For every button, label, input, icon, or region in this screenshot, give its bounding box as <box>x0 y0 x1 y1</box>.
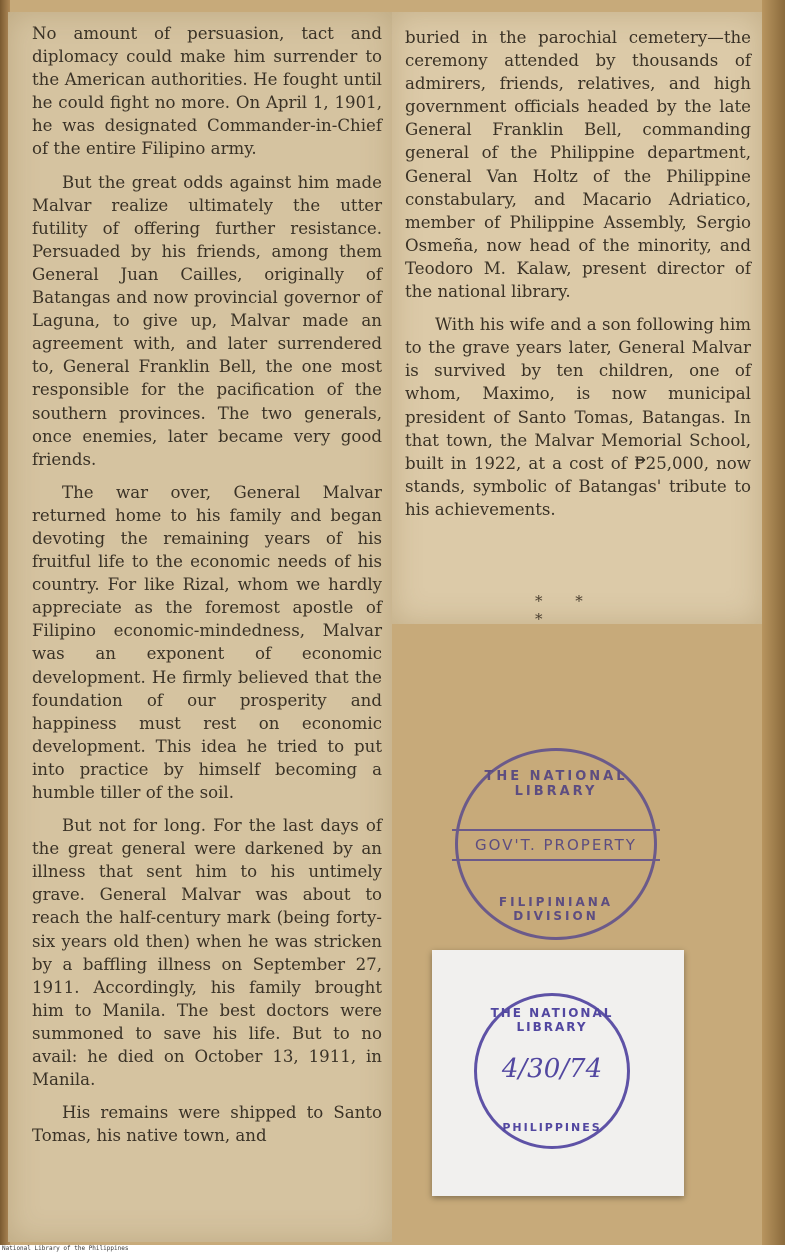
paragraph: The war over, General Malvar returned home to his family and began devoting the remaining years of his fruitful life to the economic needs of his country. For like Rizal, whom we hardly appreciate as the foremost apostle of Filipino economic-mindedness, Malvar was an exponent of economic development. He firmly believed that the foundation of our prosperity and happiness must rest on economic development. This idea he tried to put into practice by himself becoming a humble tiller of the soil. <box>32 482 382 802</box>
paragraph: buried in the parochial cemetery—the ceremony attended by thousands of admirers, friends, relatives, and high government officials headed by the late General Franklin Bell, commanding general of the Philippine department, General Van Holtz of the Philippine constabulary, and Macario Adriatico, member of Philippine Assembly, Sergio Osmeña, now head of the minority, and Teodoro M. Kalaw, present director of the national library. <box>405 28 751 302</box>
footer-credit: National Library of the Philippines <box>0 1245 785 1253</box>
date-stamp <box>474 993 630 1149</box>
stamp-date: 4/30/74 <box>501 1054 603 1084</box>
paragraph: His remains were shipped to Santo Tomas, his native town, and <box>32 1103 382 1146</box>
paragraph: No amount of persuasion, tact and diplomacy could make him surrender to the American authorities. He fought until he could fight no more. On April 1, 1901, he was designated Commander-in-Chief of the entire Filipino army. <box>32 24 382 159</box>
section-separator: * * * <box>535 592 597 628</box>
page-edge <box>762 0 785 1245</box>
right-column <box>405 26 751 531</box>
paragraph: But not for long. For the last days of the great general were darkened by an illness that sent him to his untimely grave. General Malvar was about to reach the half-century mark (being forty-six years old then) when he was stricken by a baffling illness on September 27, 1911. Accordingly, his family brought him to Manila. The best doctors were summoned to save his life. But to no avail: he died on October 13, 1911, in Manila. <box>32 816 382 1090</box>
stamp-top-text: THE NATIONAL LIBRARY <box>484 769 628 799</box>
stamp-bottom-text: FILIPINIANA DIVISION <box>498 895 614 923</box>
left-column <box>32 22 382 1157</box>
property-stamp <box>455 748 657 940</box>
stamp-band-text: GOV'T. PROPERTY <box>452 829 660 861</box>
stamp-top-text: THE NATIONAL LIBRARY <box>490 1006 614 1034</box>
paragraph: With his wife and a son following him to the grave years later, General Malvar is survived by ten children, one of whom, Maximo, is now municipal president of Santo Tomas, Batangas. In that town, the Malvar Memorial School, built in 1922, at a cost of ₱25,000, now stands, symbolic of Batangas' tribute to his achievements. <box>405 315 751 519</box>
paragraph: But the great odds against him made Malvar realize ultimately the utter futility of offering further resistance. Persuaded by his friends, among them General Juan Cailles, originally of Batangas and now provincial governor of Laguna, to give up, Malvar made an agreement with, and later surrendered to, General Franklin Bell, the one most responsible for the pacification of the southern provinces. The two generals, once enemies, later became very good friends. <box>32 172 382 469</box>
stamp-bottom-text: PHILIPPINES <box>502 1121 602 1134</box>
